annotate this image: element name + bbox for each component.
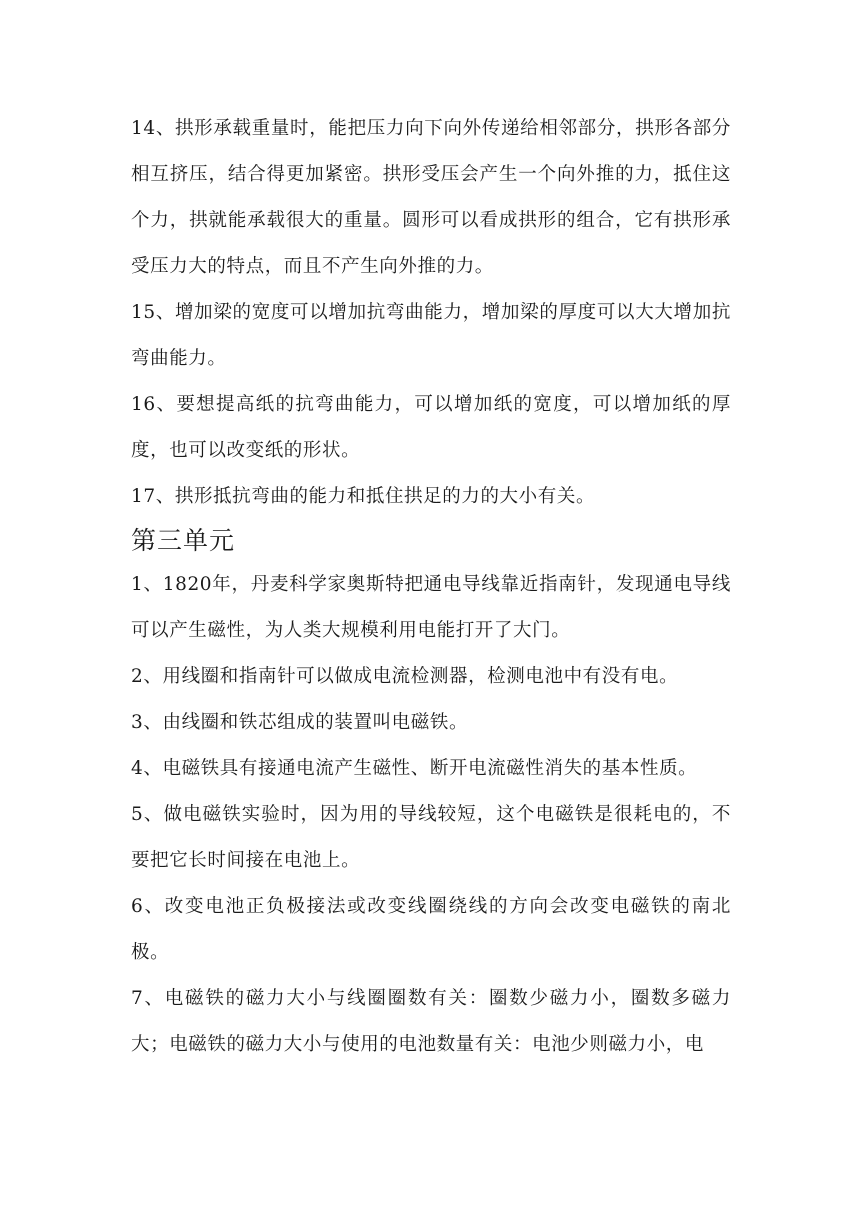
paragraph-unit3-item-4: 4、电磁铁具有接通电流产生磁性、断开电流磁性消失的基本性质。 — [131, 758, 698, 779]
document-page — [131, 106, 731, 1068]
paragraph-item-14: 14、拱形承载重量时，能把压力向下向外传递给相邻部分，拱形各部分相互挤压，结合得更加紧密。拱形受压会产生一个向外推的力，抵住这个力，拱就能承载很大的重量。圆形可以看成拱形的组合，它有拱形承受压力大的特点，而且不产生向外推的力。 — [131, 118, 731, 277]
paragraph-item-15: 15、增加梁的宽度可以增加抗弯曲能力，增加梁的厚度可以大大增加抗弯曲能力。 — [131, 302, 731, 369]
section-heading: 第三单元 — [131, 526, 236, 555]
paragraph-unit3-item-2: 2、用线圈和指南针可以做成电流检测器，检测电池中有没有电。 — [131, 666, 679, 687]
paragraph-unit3-item-3: 3、由线圈和铁芯组成的装置叫电磁铁。 — [131, 712, 469, 733]
paragraph-item-16: 16、要想提高纸的抗弯曲能力，可以增加纸的宽度，可以增加纸的厚度，也可以改变纸的形状。 — [131, 394, 731, 461]
paragraph-unit3-item-5: 5、做电磁铁实验时，因为用的导线较短，这个电磁铁是很耗电的，不要把它长时间接在电池上。 — [131, 804, 731, 871]
paragraph-unit3-item-7: 7、电磁铁的磁力大小与线圈圈数有关：圈数少磁力小，圈数多磁力大；电磁铁的磁力大小与使用的电池数量有关：电池少则磁力小，电 — [131, 988, 731, 1055]
paragraph-unit3-item-1: 1、1820年，丹麦科学家奥斯特把通电导线靠近指南针，发现通电导线可以产生磁性，为人类大规模利用电能打开了大门。 — [131, 574, 731, 641]
paragraph-unit3-item-6: 6、改变电池正负极接法或改变线圈绕线的方向会改变电磁铁的南北极。 — [131, 896, 731, 963]
paragraph-item-17: 17、拱形抵抗弯曲的能力和抵住拱足的力的大小有关。 — [131, 486, 596, 507]
